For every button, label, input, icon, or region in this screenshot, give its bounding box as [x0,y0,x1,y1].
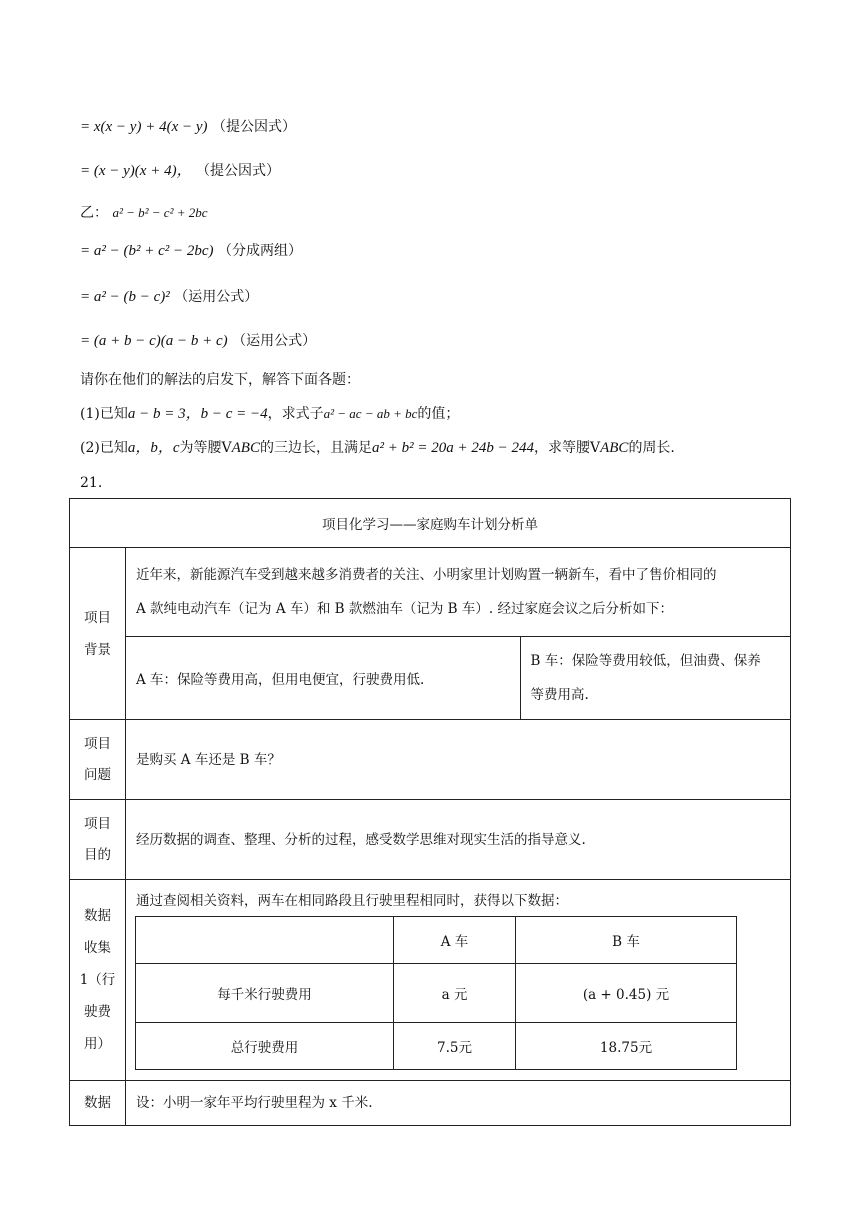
background-subtable [126,548,790,719]
background-text-1: 近年来，新能源汽车受到越来越多消费者的关注、小明家里计划购置一辆新车，看中了售价相同的 [136,567,717,583]
note: （分成两组） [218,243,302,259]
solution-line-4 [80,241,302,261]
question-number: 21. [80,475,103,491]
b-per-km: (a + 0.45) 元 [516,964,737,1023]
cost-table [135,916,737,1070]
prompt-text: 请你在他们的解法的启发下，解答下面各题： [80,372,360,388]
math-expr: = a² − (b² + c² − 2bc) [80,243,214,259]
row-label-total: 总行驶费用 [136,1023,394,1070]
solution-line-6 [80,331,316,351]
note: （提公因式） [196,163,281,179]
solution-line-5 [80,287,258,307]
q2-triangle: ABC [231,440,260,456]
q2-mid2: 的三边长，且满足 [259,440,372,456]
q1-given: a − b = 3，b − c = −4 [127,406,268,422]
row-label-per-km: 每千米行驶费用 [136,964,394,1023]
b-car-desc-1: B 车：保险等费用较低，但油费、保养 [530,653,761,669]
inner-header-empty [136,917,394,964]
question-text: 是购买 A 车还是 B 车？ [126,720,791,800]
inner-header-a: A 车 [394,917,516,964]
a-per-km: a 元 [394,964,516,1023]
b-car-desc-2: 等费用高. [530,687,589,703]
label: 乙： [80,205,108,221]
q2-vars: a，b，c [127,440,180,456]
q2-condition: a² + b² = 20a + 24b − 244 [371,440,534,456]
b-total: 18.75元 [516,1023,737,1070]
q2-mid3: ，求等腰V [533,440,601,456]
purpose-label: 项目 目的 [70,800,126,880]
collect-intro: 通过查阅相关资料，两车在相同路段且行驶里程相同时，获得以下数据： [136,893,568,909]
solution-line-1 [80,117,296,137]
question-1 [80,404,459,424]
note: （提公因式） [211,119,296,135]
q1-mid: ，求式子 [267,406,324,422]
q2-triangle-2: ABC [600,440,629,456]
question-label: 项目 问题 [70,720,126,800]
math-expr: = a² − (b − c)² [80,289,170,305]
background-text-2: A 款纯电动汽车（记为 A 车）和 B 款燃油车（记为 B 车）. 经过家庭会议之后分析如下： [136,601,673,617]
question-2 [80,438,675,458]
q2-mid1: 为等腰V [179,440,232,456]
solution-line-2 [80,161,280,181]
note: （运用公式） [232,333,317,349]
q1-expr: a² − ac − ab + bc [323,406,418,421]
q2-prefix: (2)已知 [80,440,128,456]
data-text: 设：小明一家年平均行驶里程为 x 千米. [126,1081,791,1126]
project-table [69,498,791,1126]
math-expr: = x(x − y) + 4(x − y) [80,119,208,135]
background-label: 项目 背景 [70,548,126,720]
math-expr: a² − b² − c² + 2bc [112,205,208,220]
a-car-desc: A 车：保险等费用高，但用电便宜，行驶费用低. [126,637,520,720]
math-expr: = (a + b − c)(a − b + c) [80,333,228,349]
q1-suffix: 的值； [417,406,460,422]
data-label: 数据 [70,1081,126,1126]
math-expr: = (x − y)(x + 4)， [80,163,192,179]
note: （运用公式） [174,289,259,305]
collect-label: 数据 收集 1（行 驶费 用） [70,880,126,1081]
a-total: 7.5元 [394,1023,516,1070]
solution-line-3 [80,203,208,223]
q2-suffix: 的周长. [628,440,675,456]
table-title: 项目化学习——家庭购车计划分析单 [70,499,791,548]
q1-prefix: (1)已知 [80,406,128,422]
purpose-text: 经历数据的调查、整理、分析的过程，感受数学思维对现实生活的指导意义. [126,800,791,880]
inner-header-b: B 车 [516,917,737,964]
